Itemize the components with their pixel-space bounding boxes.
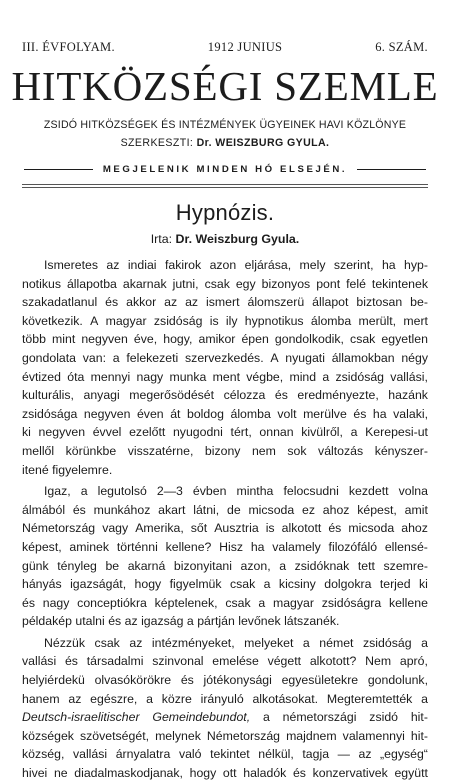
word: A bbox=[90, 313, 99, 328]
word: a bbox=[80, 484, 88, 499]
word: is bbox=[265, 521, 275, 536]
word: épen bbox=[241, 332, 269, 347]
word: indiai bbox=[127, 258, 157, 272]
word: a bbox=[350, 425, 358, 440]
word: negyven bbox=[81, 332, 128, 347]
word: a bbox=[421, 635, 428, 650]
word: eljárása, bbox=[244, 258, 292, 272]
word: majdnem bbox=[286, 728, 337, 743]
word: Hisz bbox=[219, 539, 244, 554]
word: változás bbox=[318, 443, 364, 458]
word: hogy bbox=[189, 766, 217, 781]
word: államokban bbox=[331, 350, 395, 365]
word: árnyalatra bbox=[115, 747, 171, 762]
text-line bbox=[22, 671, 428, 690]
word: és bbox=[72, 502, 86, 517]
word: terjed bbox=[379, 577, 411, 592]
word: hogy bbox=[134, 577, 162, 592]
word: és bbox=[353, 406, 367, 421]
word: a bbox=[279, 558, 287, 573]
word: négy bbox=[401, 350, 428, 365]
word: diadalmaskodjanak, bbox=[74, 766, 183, 781]
word: alkotott bbox=[281, 521, 322, 536]
word: Nézzük bbox=[44, 635, 86, 650]
word: zsidóság bbox=[335, 369, 385, 384]
word: ez bbox=[302, 502, 315, 517]
word: vallási bbox=[72, 747, 108, 762]
word: álmából bbox=[22, 502, 66, 517]
word: nem bbox=[251, 443, 276, 458]
word: és bbox=[64, 654, 78, 669]
word: boldog bbox=[187, 406, 224, 421]
word: akart bbox=[158, 502, 186, 517]
text-line bbox=[22, 349, 428, 368]
word: a bbox=[112, 350, 120, 365]
word: kicsiny bbox=[278, 577, 316, 592]
word: kezdett bbox=[348, 484, 389, 499]
journal-subtitle: ZSIDÓ HITKÖZSÉGEK ÉS INTÉZMÉNYEK ÜGYEINEK HAVI KÖZLÖNYE bbox=[43, 119, 407, 131]
word: filozófáló bbox=[328, 539, 378, 554]
text-line bbox=[22, 256, 428, 275]
word: ment bbox=[212, 369, 240, 384]
word: akarná bbox=[127, 558, 166, 573]
word: zsidóság bbox=[363, 635, 412, 650]
word: szinvonal bbox=[152, 654, 204, 669]
word: akarnak bbox=[122, 276, 167, 291]
word: intézményeket, bbox=[151, 635, 235, 650]
word: de bbox=[226, 502, 241, 517]
word: biztosan bbox=[356, 295, 403, 310]
text-line bbox=[22, 386, 428, 405]
word: a bbox=[186, 614, 194, 629]
text-line bbox=[22, 461, 428, 480]
word: nagy bbox=[136, 369, 164, 384]
byline-prefix: Irta: bbox=[150, 232, 173, 246]
word: zsidóság bbox=[153, 313, 203, 328]
word: hányás bbox=[22, 577, 62, 592]
word: tekintenek bbox=[371, 276, 428, 291]
word: tett bbox=[357, 558, 375, 573]
word: legutolsó bbox=[97, 484, 147, 499]
word: és bbox=[22, 595, 35, 610]
word: tényleg bbox=[57, 558, 97, 573]
word: Németország bbox=[206, 728, 281, 743]
word: álomszerü bbox=[247, 295, 305, 310]
word: ily bbox=[225, 313, 238, 328]
text-line bbox=[22, 423, 428, 442]
word: a bbox=[146, 691, 153, 706]
word: egészre, bbox=[90, 691, 138, 706]
left-rule bbox=[24, 169, 93, 170]
word: magyar bbox=[272, 595, 314, 610]
word: képest, bbox=[22, 539, 62, 554]
word: az bbox=[164, 295, 178, 310]
word: kulturális, bbox=[22, 388, 74, 403]
editor-name: Dr. WEISZBURG GYULA. bbox=[196, 137, 330, 149]
word: kivülről, bbox=[301, 425, 343, 440]
header-divider bbox=[22, 184, 428, 188]
word: szervezkedés. bbox=[185, 350, 264, 365]
word: való bbox=[178, 747, 202, 762]
word: évben bbox=[192, 484, 227, 499]
word: A bbox=[270, 350, 279, 365]
word: és bbox=[108, 614, 122, 629]
editor-label: SZERKESZTI: bbox=[120, 137, 194, 149]
word: álomba bbox=[310, 313, 352, 328]
word: munka bbox=[169, 369, 207, 384]
word: jutni, bbox=[172, 276, 199, 291]
word: ezelőtt bbox=[129, 425, 166, 440]
word: történni bbox=[116, 539, 158, 554]
text-line bbox=[22, 538, 428, 557]
word: Amerika, bbox=[135, 521, 184, 536]
word: álomba bbox=[230, 406, 271, 421]
word: évvel bbox=[92, 425, 122, 440]
word: német bbox=[319, 635, 354, 650]
word: irányuló bbox=[200, 691, 244, 706]
word: Németország bbox=[22, 521, 96, 536]
text-line bbox=[22, 652, 428, 671]
word: Igaz, bbox=[44, 484, 71, 499]
text-line bbox=[22, 612, 428, 631]
word: több bbox=[22, 332, 46, 347]
word: ismert bbox=[206, 295, 240, 310]
word: éve, bbox=[133, 332, 158, 347]
word: az bbox=[358, 747, 372, 762]
word: mennyi bbox=[90, 369, 131, 384]
word: Ausztria bbox=[214, 521, 259, 536]
word: szemre- bbox=[383, 558, 428, 573]
word: micsoda bbox=[348, 521, 395, 536]
word: bizony bbox=[204, 443, 241, 458]
volume-label: III. ÉVFOLYAM. bbox=[22, 40, 115, 54]
word: közre bbox=[161, 691, 192, 706]
text-line bbox=[22, 708, 428, 727]
word: felekezeti bbox=[126, 350, 179, 365]
word: tért, bbox=[230, 425, 252, 440]
word: megerősödését bbox=[129, 388, 215, 403]
word: ha bbox=[250, 539, 265, 554]
word: utalni bbox=[75, 614, 105, 629]
word: melyeket bbox=[244, 635, 294, 650]
word: haladók bbox=[243, 766, 287, 781]
word: — bbox=[337, 747, 350, 762]
word: valamely bbox=[272, 539, 321, 554]
word: ahoz bbox=[322, 502, 350, 517]
word: merült, bbox=[358, 313, 397, 328]
word: mind bbox=[289, 369, 317, 384]
word: csak bbox=[225, 595, 251, 610]
text-line bbox=[22, 634, 428, 653]
text-line bbox=[22, 482, 428, 501]
word: visszatérne, bbox=[127, 443, 194, 458]
word: szerint, bbox=[333, 258, 374, 272]
word: volna bbox=[398, 484, 428, 499]
word: merülve bbox=[303, 406, 347, 421]
word: szakadatlanul bbox=[22, 295, 98, 310]
word: körünkbe bbox=[65, 443, 117, 458]
word: bizonyos bbox=[261, 276, 311, 291]
word: ki bbox=[22, 425, 31, 440]
text-line bbox=[22, 368, 428, 387]
word: onnan bbox=[259, 425, 294, 440]
word: mint bbox=[52, 332, 76, 347]
word: valaki, bbox=[393, 406, 428, 421]
word: ott bbox=[222, 766, 237, 781]
word: állapot bbox=[312, 295, 349, 310]
word: azon, bbox=[240, 558, 271, 573]
word: hit- bbox=[410, 710, 428, 725]
word: a bbox=[322, 369, 330, 384]
word: günk bbox=[22, 558, 49, 573]
word: notikus bbox=[22, 276, 61, 291]
word: állapotba bbox=[66, 276, 117, 291]
word: szövetségét, bbox=[79, 728, 150, 743]
word: micsoda bbox=[248, 502, 295, 517]
word: zsidóságra bbox=[321, 595, 382, 610]
word: alkotott? bbox=[309, 654, 357, 669]
text-line bbox=[22, 330, 428, 349]
word: sok bbox=[287, 443, 307, 458]
word: és bbox=[105, 295, 119, 310]
text-line bbox=[22, 575, 428, 594]
word: hit- bbox=[410, 728, 428, 743]
text-line bbox=[22, 312, 428, 331]
word: és bbox=[180, 673, 194, 688]
word: pártján bbox=[197, 614, 235, 629]
word: az bbox=[68, 691, 82, 706]
word: negyven bbox=[83, 406, 131, 421]
word: mely bbox=[299, 258, 326, 272]
word: figyelmük bbox=[169, 577, 222, 592]
text-line bbox=[22, 594, 428, 613]
issue-date: 1912 JUNIUS bbox=[207, 40, 283, 54]
word: pont bbox=[316, 276, 341, 291]
text-line bbox=[22, 690, 428, 709]
word: csak bbox=[350, 332, 376, 347]
word: az bbox=[185, 295, 199, 310]
word: a bbox=[302, 635, 310, 650]
word: kellene? bbox=[165, 539, 212, 554]
word: gondolata bbox=[22, 350, 77, 365]
word: tagja bbox=[302, 747, 330, 762]
word: következik. bbox=[22, 313, 83, 328]
word: ellensé- bbox=[384, 539, 428, 554]
word: gondolkodik, bbox=[274, 332, 344, 347]
word: és bbox=[274, 388, 288, 403]
byline-author: Dr. Weiszburg Gyula. bbox=[175, 232, 300, 246]
word: bizonyitani bbox=[173, 558, 232, 573]
word: nyugodni bbox=[172, 425, 223, 440]
word: az bbox=[124, 614, 138, 629]
word: hyp- bbox=[404, 258, 428, 272]
issue-number: 6. SZÁM. bbox=[375, 40, 428, 54]
word: 2—3 bbox=[156, 484, 183, 499]
word: konzervativek bbox=[312, 766, 388, 781]
word: anyagi bbox=[83, 388, 120, 403]
word: be- bbox=[410, 295, 428, 310]
word: eredményezte, bbox=[297, 388, 379, 403]
word: azon bbox=[209, 258, 237, 272]
word: ha bbox=[381, 258, 396, 272]
word: fakirok bbox=[164, 258, 202, 272]
word: nélkül, bbox=[258, 747, 294, 762]
word: és bbox=[328, 521, 342, 536]
text-line bbox=[22, 275, 428, 294]
word: aminek bbox=[69, 539, 110, 554]
word: kényszer- bbox=[374, 443, 428, 458]
word: a bbox=[421, 691, 428, 706]
word: jótékonysági bbox=[203, 673, 272, 688]
word: végett bbox=[267, 654, 302, 669]
word: hypnotikus bbox=[244, 313, 304, 328]
word: melynek bbox=[155, 728, 201, 743]
word: hogy, bbox=[163, 332, 193, 347]
article-body bbox=[22, 256, 428, 783]
word: valamennyi bbox=[342, 728, 405, 743]
word: képtelenek, bbox=[154, 595, 218, 610]
word: felé bbox=[346, 276, 366, 291]
word: Kerepesi-ut bbox=[365, 425, 428, 440]
word: a bbox=[263, 577, 271, 592]
word: csak bbox=[204, 276, 230, 291]
word: van: bbox=[82, 350, 107, 365]
word: együtt bbox=[394, 766, 428, 781]
word: apró, bbox=[399, 654, 428, 669]
word: be bbox=[105, 558, 120, 573]
word: kellene bbox=[388, 595, 428, 610]
word: ha bbox=[372, 406, 387, 421]
text-line bbox=[22, 557, 428, 576]
word: „egység“ bbox=[380, 747, 428, 762]
word: végbe, bbox=[246, 369, 284, 384]
word: vagy bbox=[102, 521, 129, 536]
word: mintha bbox=[236, 484, 274, 499]
word: is bbox=[209, 313, 219, 328]
word: vallási, bbox=[390, 369, 428, 384]
word: volt bbox=[277, 406, 297, 421]
word: levőnek bbox=[238, 614, 281, 629]
word: és bbox=[292, 766, 306, 781]
word: olvasókörökre bbox=[94, 673, 172, 688]
word: Megteremtették bbox=[326, 691, 413, 706]
word: egyesületekre bbox=[281, 673, 359, 688]
word: az bbox=[106, 258, 120, 272]
word: csak bbox=[229, 577, 256, 592]
editor-line bbox=[0, 137, 450, 149]
text-line bbox=[22, 293, 428, 312]
word: nyugati bbox=[285, 350, 325, 365]
word: igazság bbox=[141, 614, 184, 629]
word: képest, bbox=[357, 502, 397, 517]
word: egyetlen bbox=[381, 332, 428, 347]
word: gondolunk, bbox=[367, 673, 428, 688]
word: éven bbox=[136, 406, 164, 421]
word: nagy bbox=[42, 595, 70, 610]
word: Nem bbox=[365, 654, 392, 669]
article-title: Hypnózis. bbox=[175, 200, 275, 225]
word: ne bbox=[53, 766, 68, 781]
text-line bbox=[22, 727, 428, 746]
word: mellől bbox=[22, 443, 55, 458]
text-line bbox=[22, 764, 428, 783]
text-line bbox=[22, 405, 428, 424]
word: ki bbox=[418, 577, 428, 592]
word: társadalmi bbox=[86, 654, 144, 669]
word: mert bbox=[403, 313, 428, 328]
word: óta bbox=[67, 369, 85, 384]
word: hivei bbox=[22, 766, 48, 781]
masthead bbox=[22, 40, 428, 55]
journal-title: HITKÖZSÉGI SZEMLE bbox=[11, 63, 439, 109]
word: zsidósága bbox=[22, 406, 78, 421]
word: magyar bbox=[105, 313, 147, 328]
word: példakép bbox=[22, 614, 72, 629]
word: itené bbox=[22, 462, 49, 477]
word: csak bbox=[94, 635, 120, 650]
right-rule bbox=[357, 169, 426, 170]
text-line bbox=[22, 519, 428, 538]
word: évtized bbox=[22, 369, 61, 384]
word: Deutsch-israelitischer bbox=[22, 710, 140, 725]
article-byline bbox=[0, 232, 450, 246]
text-line bbox=[22, 745, 428, 764]
word: felocsudni bbox=[283, 484, 339, 499]
word: igazságát, bbox=[70, 577, 127, 592]
word: az bbox=[129, 635, 143, 650]
word: alkotásokat. bbox=[252, 691, 319, 706]
word: zsidóknak bbox=[294, 558, 350, 573]
word: hanem bbox=[22, 691, 60, 706]
word: amit bbox=[404, 502, 428, 517]
word: amikor bbox=[198, 332, 236, 347]
word: sőt bbox=[190, 521, 208, 536]
word: át bbox=[170, 406, 181, 421]
word: Gemeindebundot, bbox=[152, 710, 251, 725]
word: látni, bbox=[193, 502, 220, 517]
word: hazánk bbox=[388, 388, 428, 403]
word: községek bbox=[22, 728, 74, 743]
word: figyelemre. bbox=[52, 462, 113, 477]
publication-schedule: MEGJELENIK MINDEN HÓ ELSEJÉN. bbox=[102, 164, 348, 175]
word: célozza bbox=[223, 388, 266, 403]
word: tekintet bbox=[210, 747, 250, 762]
word: emelése bbox=[212, 654, 259, 669]
word: munkához bbox=[93, 502, 151, 517]
word: a bbox=[262, 710, 270, 725]
word: látszanék. bbox=[284, 614, 340, 629]
word: egy bbox=[235, 276, 256, 291]
text-line bbox=[22, 442, 428, 461]
word: németországi bbox=[282, 710, 357, 725]
text-line bbox=[22, 501, 428, 520]
word: negyven bbox=[38, 425, 86, 440]
word: Ismeretes bbox=[44, 258, 98, 272]
word: község, bbox=[22, 747, 65, 762]
schedule-row bbox=[24, 164, 426, 175]
word: a bbox=[258, 595, 266, 610]
word: conceptiókra bbox=[77, 595, 147, 610]
word: vallási bbox=[22, 654, 57, 669]
word: akkor bbox=[126, 295, 157, 310]
word: ahoz bbox=[401, 521, 428, 536]
word: dolgokra bbox=[324, 577, 372, 592]
word: helyiérdekü bbox=[22, 673, 85, 688]
word: zsidó bbox=[369, 710, 399, 725]
